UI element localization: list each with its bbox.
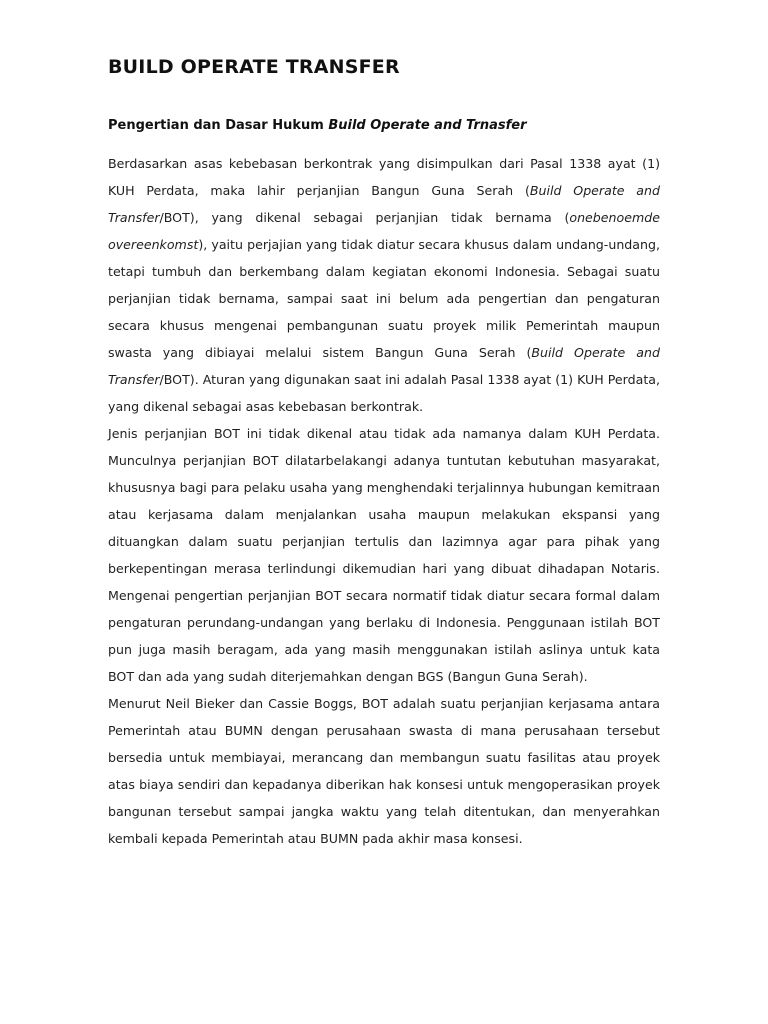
paragraph-1-part-7: /BOT). Aturan yang digunakan saat ini adalah Pasal 1338 ayat (1) KUH Perdata, yang dikenal sebagai asas kebebasan berkontrak. bbox=[108, 372, 660, 414]
paragraph-1-part-5: ), yaitu perjajian yang tidak diatur secara khusus dalam undang-undang, tetapi tumbuh dan berkembang dalam kegiatan ekonomi Indonesia. Sebagai suatu perjanjian tidak bernama, sampai saat ini belum ada pengertian dan pengaturan secara khusus mengenai pembangunan suatu proyek milik Pemerintah maupun swasta yang dibiayai melalui sistem Bangun Guna Serah ( bbox=[108, 237, 660, 360]
section-heading-plain: Pengertian dan Dasar Hukum bbox=[108, 118, 329, 133]
paragraph-1-part-3: /BOT), yang dikenal sebagai perjanjian tidak bernama ( bbox=[159, 210, 570, 225]
paragraph-1-italic-term-2: onebenoemde overeenkomst bbox=[108, 210, 660, 252]
paragraph-1-italic-term-3: Build Operate and Transfer bbox=[108, 345, 660, 387]
paragraph-1 bbox=[108, 150, 660, 420]
paragraph-1-part-1: Berdasarkan asas kebebasan berkontrak yang disimpulkan dari Pasal 1338 ayat (1) KUH Perdata, maka lahir perjanjian Bangun Guna Serah ( bbox=[108, 156, 660, 198]
document-body bbox=[108, 150, 660, 852]
paragraph-3: Menurut Neil Bieker dan Cassie Boggs, BOT adalah suatu perjanjian kerjasama antara Pemerintah atau BUMN dengan perusahaan swasta di mana perusahaan tersebut bersedia untuk membiayai, merancang dan membangun suatu fasilitas atau proyek atas biaya sendiri dan kepadanya diberikan hak konsesi untuk mengoperasikan proyek bangunan tersebut sampai jangka waktu yang telah ditentukan, dan menyerahkan kembali kepada Pemerintah atau BUMN pada akhir masa konsesi. bbox=[108, 696, 660, 846]
section-heading-italic: Build Operate and Trnasfer bbox=[328, 118, 527, 133]
document-title: BUILD OPERATE TRANSFER bbox=[108, 56, 400, 78]
section-heading bbox=[108, 118, 527, 133]
paragraph-2: Jenis perjanjian BOT ini tidak dikenal atau tidak ada namanya dalam KUH Perdata. Munculnya perjanjian BOT dilatarbelakangi adanya tuntutan kebutuhan masyarakat, khususnya bagi para pelaku usaha yang menghendaki terjalinnya hubungan kemitraan atau kerjasama dalam menjalankan usaha maupun melakukan ekspansi yang dituangkan dalam suatu perjanjian tertulis dan lazimnya agar para pihak yang berkepentingan merasa terlindungi dikemudian hari yang dibuat dihadapan Notaris. Mengenai pengertian perjanjian BOT secara normatif tidak diatur secara formal dalam pengaturan perundang-undangan yang berlaku di Indonesia. Penggunaan istilah BOT pun juga masih beragam, ada yang masih menggunakan istilah aslinya untuk kata BOT dan ada yang sudah diterjemahkan dengan BGS (Bangun Guna Serah). bbox=[108, 426, 660, 684]
paragraph-1-italic-term-1: Build Operate and Transfer bbox=[108, 183, 660, 225]
